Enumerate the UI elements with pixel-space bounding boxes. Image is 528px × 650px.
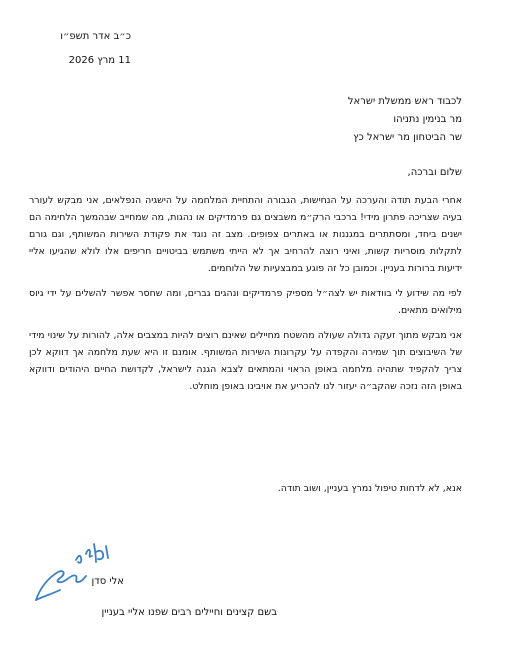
body-paragraph: אני מבקש מתוך זעקה גדולה שעולה מהשטח מחיילים שאינם רוצים להיות במצבים אלה, להורות על שינוי מידי של השיבוצים תוך שמירה והקפדה על עקרונות השירות המשותף. אומנם זו היא שעת מלחמה אך דווקא לכן צריך להקפיד שתהיה מלחמה באופן הראוי והמתאים לצבא הגנה לישראל, לקדושת החיים היהודים ודווקא באופן הזה נזכה שהקב״ה יעזור לנו להכריע את אויבינו באופן מוחלט. xyxy=(29,330,462,392)
recipient-line: מר בנימין נתניהו xyxy=(393,114,462,125)
letter-body xyxy=(29,192,462,403)
gregorian-date: 11 מרץ 2026 xyxy=(68,55,131,66)
signature-icon xyxy=(30,538,120,608)
date-block xyxy=(21,30,131,68)
recipient-line: לכבוד ראש ממשלת ישראל xyxy=(347,96,462,107)
sender-title: בשם קצינים וחיילים רבים שפנו אליי בעניין xyxy=(101,607,277,618)
closing-line: אנא, לא לדחות טיפול נמרץ בעניין, ושוב תודה. xyxy=(277,483,462,494)
greeting: שלום וברכה, xyxy=(407,167,462,178)
hebrew-date: כ״ב אדר תשפ״ו xyxy=(60,31,131,42)
body-paragraph: לפי מה שידוע לי בוודאות יש לצה״ל מספיק פרמדיקים ונהגים גברים, ומה שחסר אפשר להשלים על ידי גיוס מילואים מתאים. xyxy=(29,288,462,316)
recipients-block xyxy=(348,93,462,147)
body-paragraph: אחרי הבעת תודה והערכה על הנחישות, הגבורה והתחיית המלחמה על הישגיה הנפלאים, אני מבקש לעורר בעיה שצריכה פתרון מידי! ברכבי הרק״מ משבצים גם פרמדיקים או נהגות, מה שמחייב שבהמשך הלחימה הם ישנים ביחד, ומסתתרים במגננות או באתרים צפופים. מצב זה נוגד את פקודת השירות המשותף, וגם גורם לתקלות מוסריות קשות, ואיני רוצה להרחיב אך לא הייתי משתמש בביטויים חריפים אלו לולא שהגיעו אליי ידיעות ברורות בעניין. וכמובן כל זה פוגע במבצעיות של הלוחמים. xyxy=(29,195,462,274)
sender-name: אלי סדן xyxy=(91,576,124,587)
recipient-line: שר הביטחון מר ישראל כץ xyxy=(353,132,462,143)
